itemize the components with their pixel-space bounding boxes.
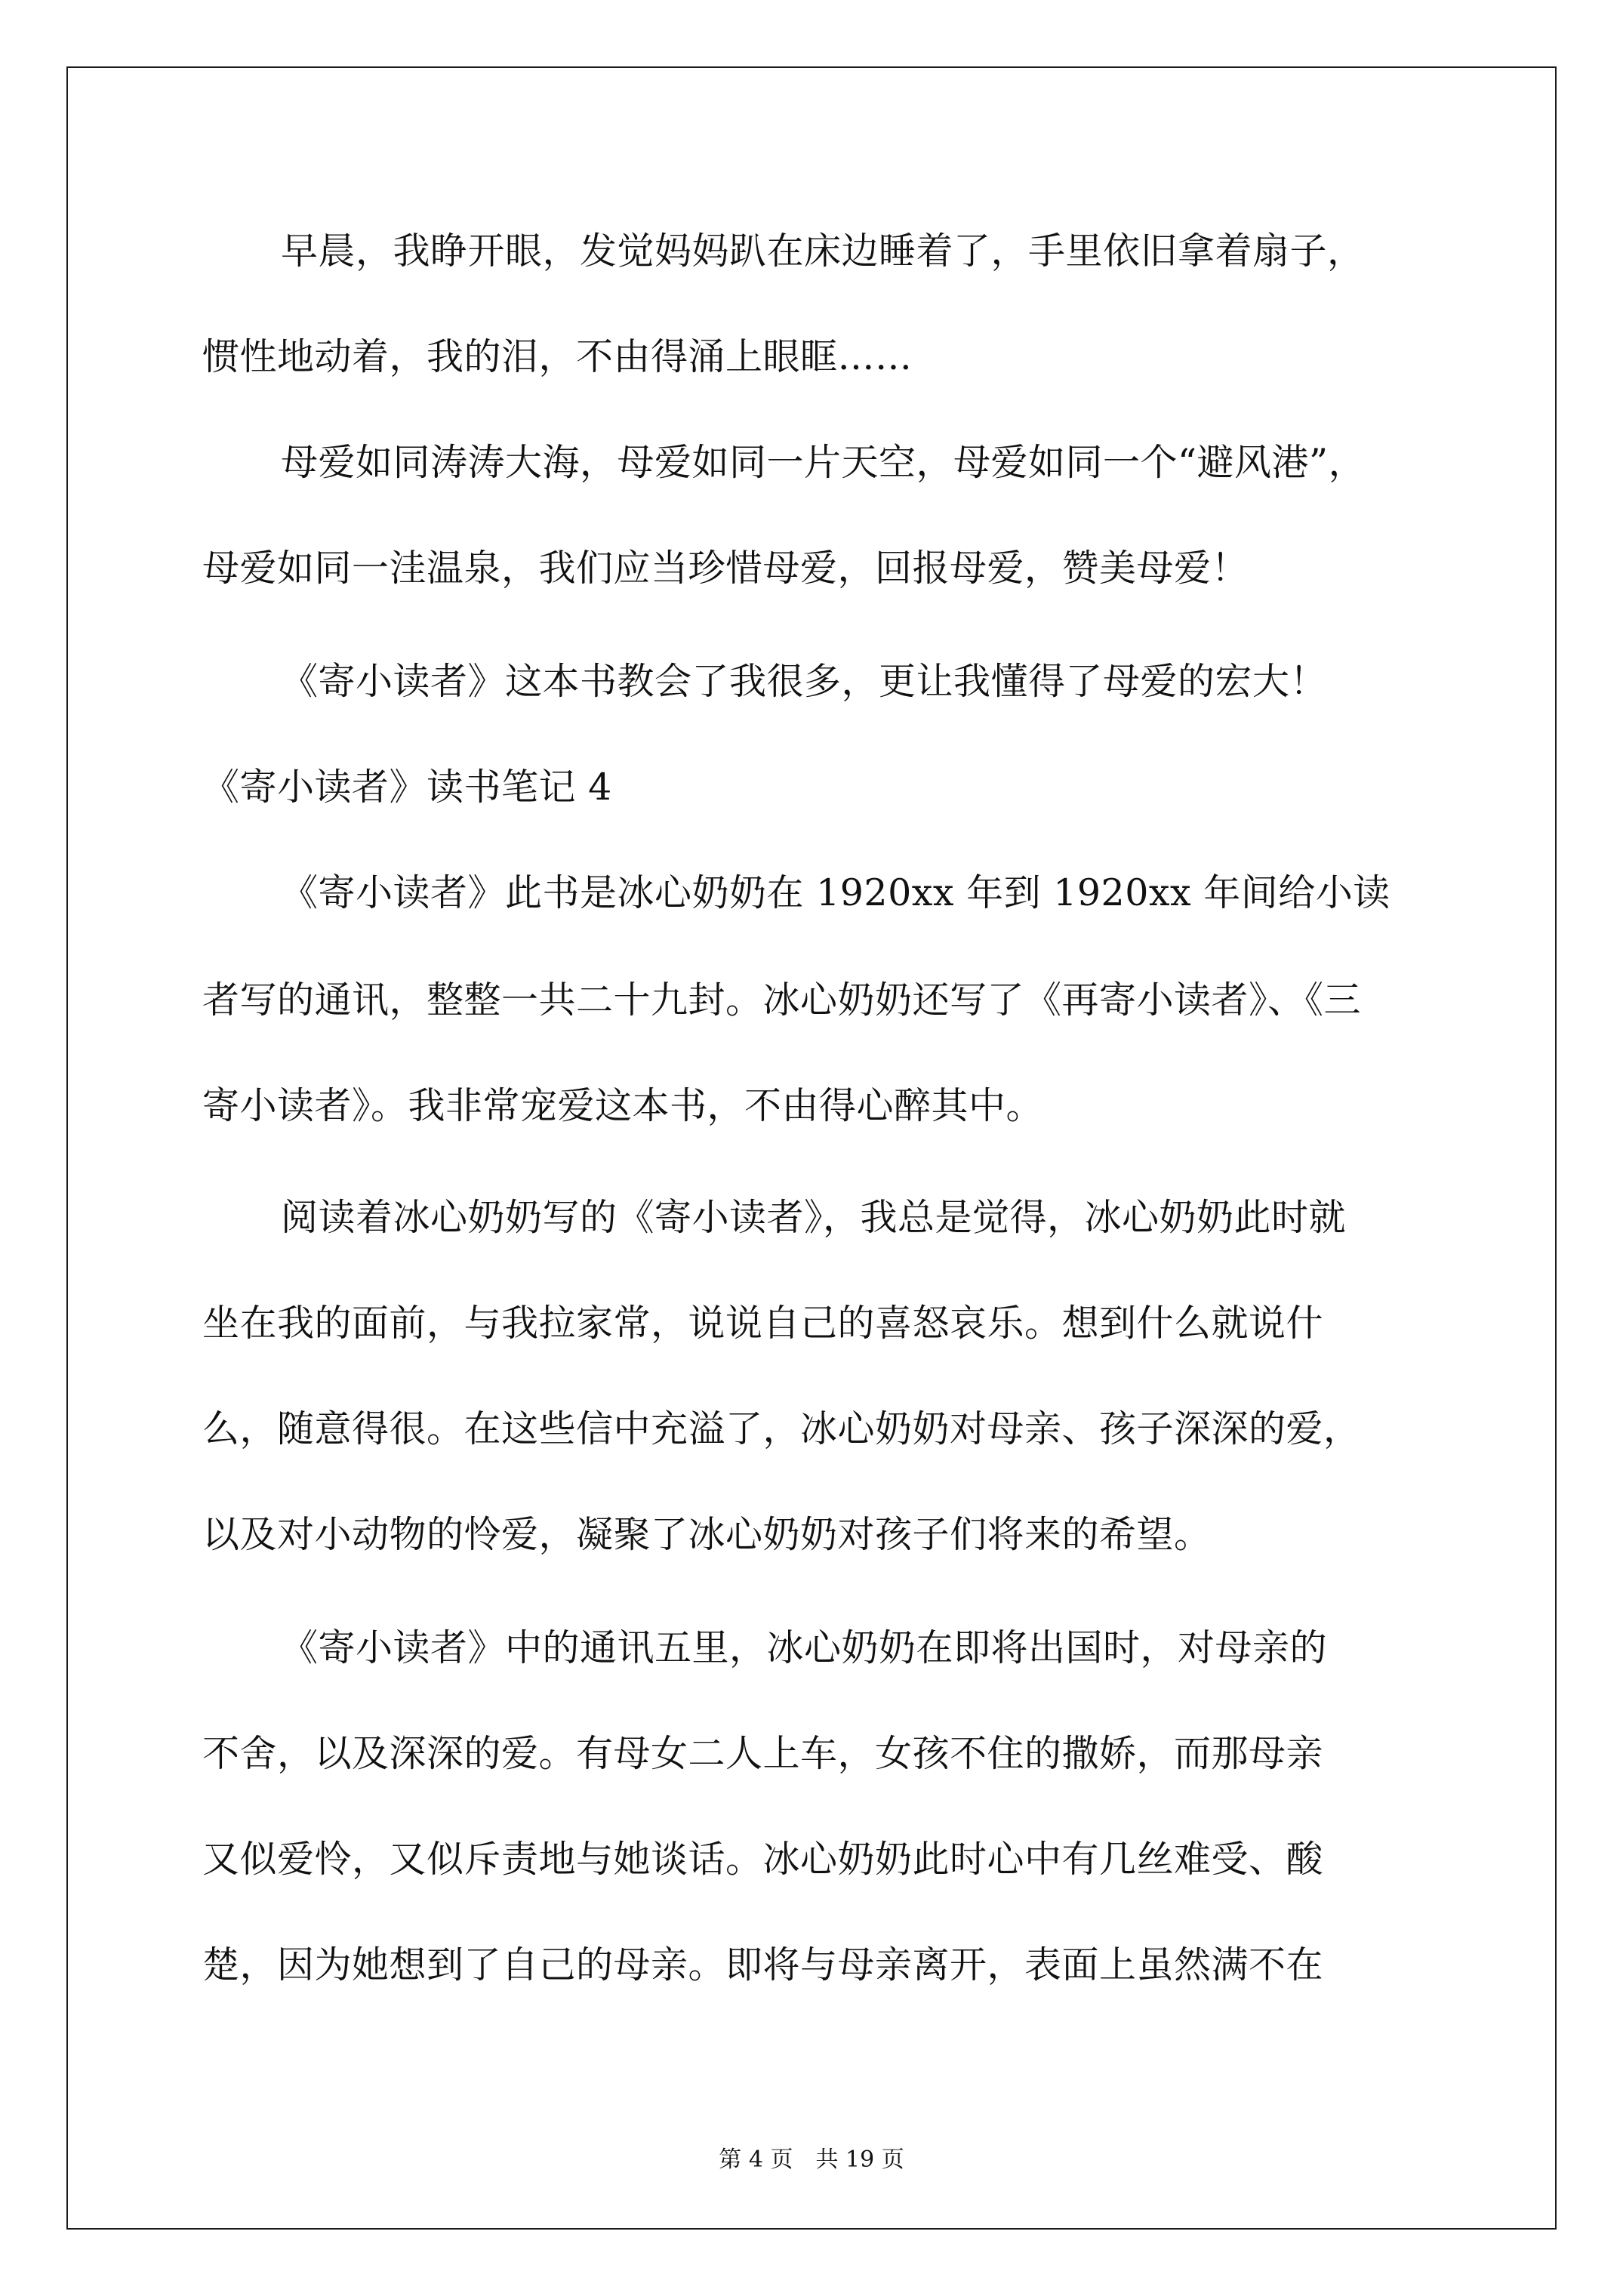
page-border — [66, 66, 1557, 2230]
paragraph-line: 寄小读者》。我非常宠爱这本书，不由得心醉其中。 — [202, 1084, 1044, 1127]
paragraph-line: 阅读着冰心奶奶写的《寄小读者》，我总是觉得，冰心奶奶此时就 — [281, 1196, 1347, 1239]
paragraph-line: 《寄小读者》中的通讯五里，冰心奶奶在即将出国时，对母亲的 — [281, 1626, 1328, 1669]
paragraph-line: 不舍，以及深深的爱。有母女二人上车，女孩不住的撒娇，而那母亲 — [202, 1732, 1324, 1775]
paragraph-line: 又似爱怜，又似斥责地与她谈话。冰心奶奶此时心中有几丝难受、酸 — [202, 1838, 1324, 1881]
paragraph-line: 者写的通讯，整整一共二十九封。冰心奶奶还写了《再寄小读者》、《三 — [202, 978, 1362, 1022]
paragraph-line: 么，随意得很。在这些信中充溢了，冰心奶奶对母亲、孩子深深的爱， — [202, 1407, 1361, 1450]
paragraph-line: 《寄小读者》这本书教会了我很多，更让我懂得了母爱的宏大！ — [281, 660, 1328, 703]
paragraph-line: 楚，因为她想到了自己的母亲。即将与母亲离开，表面上虽然满不在 — [202, 1943, 1324, 1986]
paragraph-line: 以及对小动物的怜爱，凝聚了冰心奶奶对孩子们将来的希望。 — [202, 1513, 1212, 1556]
paragraph-line: 坐在我的面前，与我拉家常，说说自己的喜怒哀乐。想到什么就说什 — [202, 1302, 1324, 1345]
paragraph-line: 《寄小读者》此书是冰心奶奶在 1920xx 年到 1920xx 年间给小读 — [281, 871, 1390, 914]
section-heading: 《寄小读者》读书笔记 4 — [202, 766, 612, 809]
paragraph-line: 惯性地动着，我的泪，不由得涌上眼眶…… — [202, 335, 913, 378]
paragraph-line: 早晨，我睁开眼，发觉妈妈趴在床边睡着了，手里依旧拿着扇子， — [281, 230, 1365, 273]
paragraph-line: 母爱如同一洼温泉，我们应当珍惜母爱，回报母爱，赞美母爱！ — [202, 547, 1249, 590]
paragraph-line: 母爱如同涛涛大海，母爱如同一片天空，母爱如同一个“避风港”， — [281, 441, 1366, 484]
page-number-footer: 第 4 页 共 19 页 — [719, 2147, 904, 2173]
